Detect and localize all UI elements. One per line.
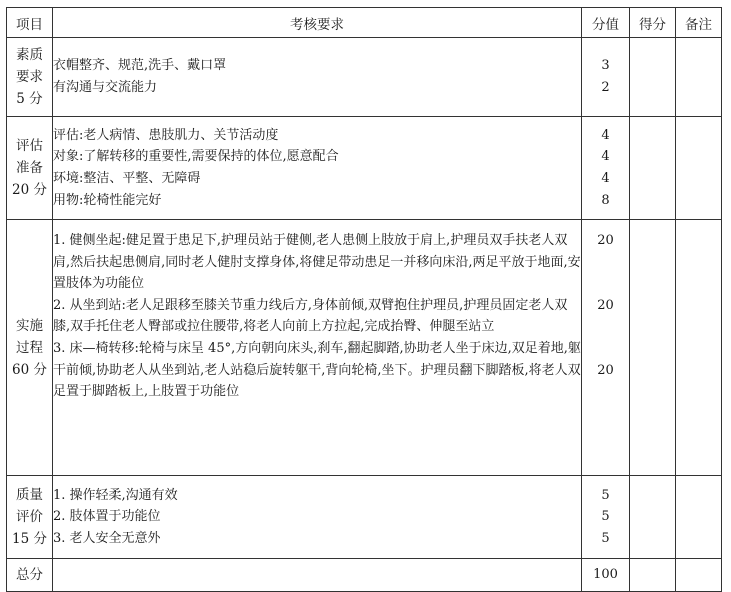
table-row <box>7 117 722 220</box>
header-row <box>7 8 722 38</box>
score-value: 5 <box>601 487 610 503</box>
assessment-rubric-table <box>6 7 722 592</box>
requirement-item: 评估:老人病情、患肢肌力、关节活动度 <box>53 127 279 143</box>
category-line: 素质 <box>16 47 43 63</box>
earned-cell[interactable] <box>630 117 676 220</box>
header-score: 分值 <box>582 8 630 38</box>
score-value: 20 <box>597 297 614 313</box>
notes-cell[interactable] <box>676 117 722 220</box>
category-cell <box>7 220 53 476</box>
notes-cell[interactable] <box>676 476 722 559</box>
requirement-item: 2. 从坐到站:老人足跟移至膝关节重力线后方,身体前倾,双臂抱住护理员,护理员固定老人双膝,双手托住老人臀部或拉住腰带,将老人向前上方拉起,完成抬臀、伸腿至站立 <box>53 297 568 335</box>
total-empty-cell <box>53 559 582 592</box>
score-value: 3 <box>601 58 610 74</box>
score-spacer <box>582 338 629 360</box>
category-line: 过程 <box>16 339 43 356</box>
requirement-cell <box>53 117 582 220</box>
category-line: 20 分 <box>12 182 47 198</box>
header-notes: 备注 <box>676 8 722 38</box>
requirement-item: 3. 老人安全无意外 <box>53 530 161 546</box>
requirement-item: 1. 健侧坐起:健足置于患足下,护理员站于健侧,老人患侧上肢放于肩上,护理员双手扶老人双肩,然后扶起患侧肩,同时老人健肘支撑身体,将健足带动患足一并移向床沿,两足平放于地面,安置肢体为功能位 <box>53 233 581 292</box>
table-row <box>7 38 722 117</box>
requirement-cell <box>53 476 582 559</box>
total-row <box>7 559 722 592</box>
category-line: 60 分 <box>12 361 47 378</box>
category-line: 评价 <box>16 509 43 525</box>
score-spacer <box>582 273 629 295</box>
score-cell <box>582 38 630 117</box>
requirement-item: 环境:整洁、平整、无障碍 <box>53 171 201 186</box>
notes-cell[interactable] <box>676 220 722 476</box>
category-line: 质量 <box>16 487 43 503</box>
earned-cell[interactable] <box>630 38 676 117</box>
rubric-container <box>6 7 722 592</box>
category-cell <box>7 117 53 220</box>
category-line: 实施 <box>16 317 43 334</box>
requirement-cell <box>53 220 582 476</box>
score-value: 5 <box>601 509 610 525</box>
earned-cell[interactable] <box>630 220 676 476</box>
table-row <box>7 476 722 559</box>
requirement-item: 3. 床—椅转移:轮椅与床呈 45°,方向朝向床头,刹车,翻起脚踏,协助老人坐于床边,双足着地,躯干前倾,协助老人从坐到站,老人站稳后旋转躯干,背向轮椅,坐下。护理员翻下脚踏板,将老人双足置于脚踏板上,上肢置于功能位 <box>53 340 581 400</box>
score-value: 20 <box>597 233 614 248</box>
requirement-item: 衣帽整齐、规范,洗手、戴口罩 <box>53 58 227 74</box>
total-label: 总分 <box>7 559 53 592</box>
score-value: 2 <box>601 80 610 95</box>
requirement-item: 1. 操作轻柔,沟通有效 <box>53 487 178 503</box>
requirement-item: 用物:轮椅性能完好 <box>53 192 162 208</box>
score-spacer <box>582 316 629 338</box>
total-score: 100 <box>582 559 630 592</box>
category-cell <box>7 476 53 559</box>
notes-cell[interactable] <box>676 38 722 117</box>
requirement-item: 2. 肢体置于功能位 <box>53 509 161 525</box>
requirement-cell <box>53 38 582 117</box>
header-earned: 得分 <box>630 8 676 38</box>
notes-cell[interactable] <box>676 559 722 592</box>
category-line: 15 分 <box>12 531 47 547</box>
category-line: 准备 <box>16 160 43 176</box>
earned-cell[interactable] <box>630 559 676 592</box>
score-value: 20 <box>597 362 614 378</box>
score-value: 8 <box>601 192 610 208</box>
category-cell <box>7 38 53 117</box>
score-cell <box>582 117 630 220</box>
category-line: 5 分 <box>16 91 43 107</box>
score-value: 4 <box>601 171 610 186</box>
score-spacer <box>582 252 629 274</box>
earned-cell[interactable] <box>630 476 676 559</box>
category-line: 评估 <box>16 138 43 154</box>
score-cell <box>582 476 630 559</box>
score-value: 4 <box>601 127 610 143</box>
score-cell <box>582 220 630 476</box>
category-line: 要求 <box>16 69 43 85</box>
score-value: 4 <box>601 149 610 165</box>
header-item: 项目 <box>7 8 53 38</box>
table-row <box>7 220 722 476</box>
score-value: 5 <box>601 530 610 546</box>
requirement-item: 有沟通与交流能力 <box>53 80 158 95</box>
header-requirement: 考核要求 <box>53 8 582 38</box>
requirement-item: 对象:了解转移的重要性,需要保持的体位,愿意配合 <box>53 149 339 165</box>
